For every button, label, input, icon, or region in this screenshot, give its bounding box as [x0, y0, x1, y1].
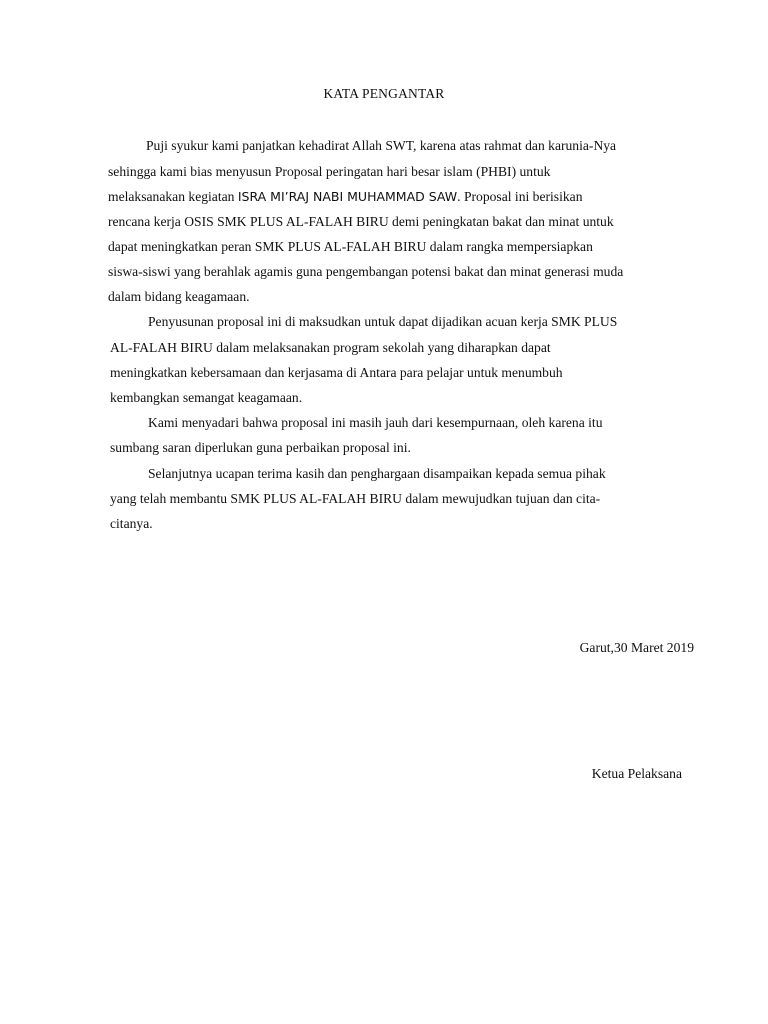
paragraph-1-line-4: rencana kerja OSIS SMK PLUS AL-FALAH BIRU demi peningkatan bakat dan minat untuk	[108, 214, 614, 229]
signer-role: Ketua Pelaksana	[591, 766, 682, 781]
paragraph-3-line-1: Kami menyadari bahwa proposal ini masih jauh dari kesempurnaan, oleh karena itu	[148, 415, 603, 430]
paragraph-4-line-3: citanya.	[110, 516, 153, 531]
paragraph-1-line-7: dalam bidang keagamaan.	[108, 289, 250, 304]
paragraph-2-line-1: Penyusunan proposal ini di maksudkan untuk dapat dijadikan acuan kerja SMK PLUS	[148, 314, 618, 329]
paragraph-1-line-3-pre: melaksanakan kegiatan	[108, 189, 238, 204]
paragraph-3-line-2: sumbang saran diperlukan guna perbaikan proposal ini.	[110, 440, 411, 455]
event-name: ISRA MI’RAJ NABI MUHAMMAD SAW	[237, 189, 458, 204]
paragraph-2-line-3: meningkatkan kebersamaan dan kerjasama di Antara para pelajar untuk menumbuh	[110, 365, 563, 380]
place-and-date: Garut,30 Maret 2019	[579, 640, 694, 655]
paragraph-1-line-3	[108, 189, 583, 205]
paragraph-1-line-5: dapat meningkatkan peran SMK PLUS AL-FALAH BIRU dalam rangka mempersiapkan	[108, 239, 593, 254]
paragraph-1-line-6: siswa-siswi yang berahlak agamis guna pengembangan potensi bakat dan minat generasi muda	[108, 264, 624, 279]
paragraph-2-line-2: AL-FALAH BIRU dalam melaksanakan program sekolah yang diharapkan dapat	[110, 340, 551, 355]
paragraph-4-line-2: yang telah membantu SMK PLUS AL-FALAH BIRU dalam mewujudkan tujuan dan cita-	[110, 491, 601, 506]
document-title: KATA PENGANTAR	[323, 86, 445, 101]
paragraph-1-line-2: sehingga kami bias menyusun Proposal peringatan hari besar islam (PHBI) untuk	[108, 164, 551, 179]
paragraph-1-line-3-post: . Proposal ini berisikan	[457, 189, 583, 204]
paragraph-2-line-4: kembangkan semangat keagamaan.	[110, 390, 303, 405]
paragraph-4-line-1: Selanjutnya ucapan terima kasih dan penghargaan disampaikan kepada semua pihak	[148, 466, 606, 481]
paragraph-1-line-1: Puji syukur kami panjatkan kehadirat Allah SWT, karena atas rahmat dan karunia-Nya	[146, 138, 617, 153]
